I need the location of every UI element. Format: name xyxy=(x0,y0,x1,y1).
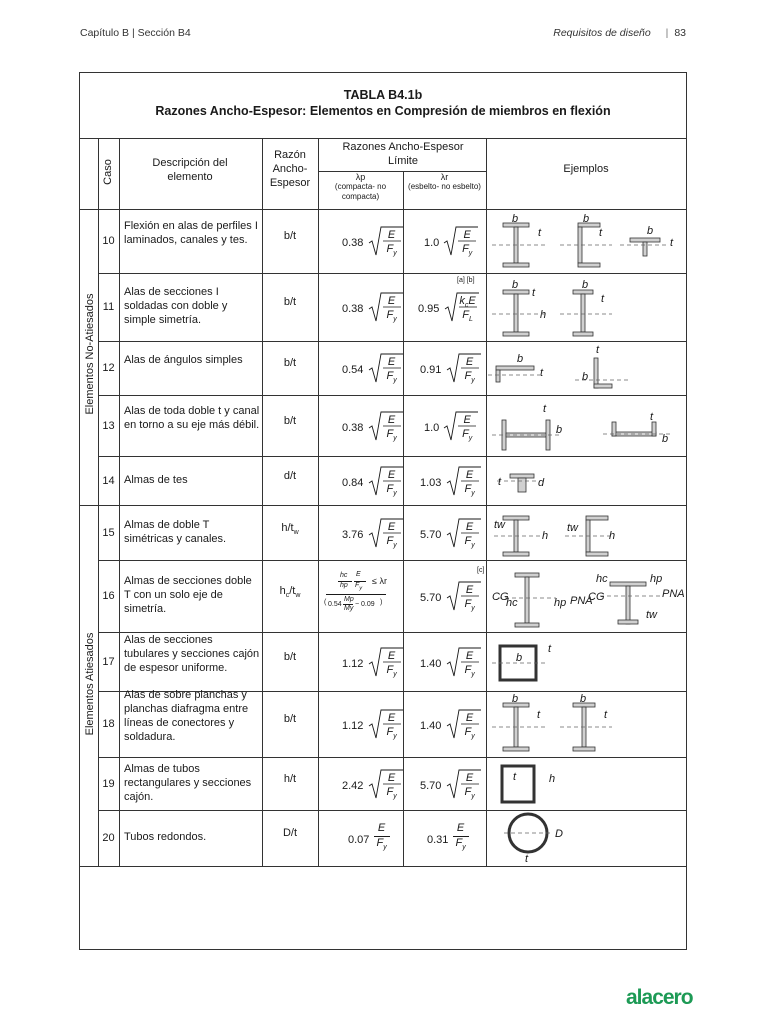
dimension-label: t xyxy=(650,411,654,423)
section-shape xyxy=(496,366,534,370)
dimension-label: b xyxy=(647,225,654,237)
caso-number: 14 xyxy=(102,474,115,487)
header-descripcion: Descripción del elemento xyxy=(152,157,228,183)
dimension-label: d xyxy=(538,477,545,489)
caso-number: 15 xyxy=(102,526,115,539)
row-description: Alas de toda doble t y canal en torno a su eje más débil. xyxy=(124,404,260,431)
row-description: Alas de secciones tubulares y secciones cajón de espesor uniforme. xyxy=(124,633,260,674)
caso-number: 12 xyxy=(102,362,115,374)
row-description: Alas de secciones I soldadas con doble y simple simetría. xyxy=(124,286,228,326)
row-ratio: b/t xyxy=(283,230,297,242)
row-description: Almas de doble T simétricas y canales. xyxy=(124,518,227,545)
dimension-label: t xyxy=(537,709,541,721)
alacero-logo: alacero xyxy=(626,986,693,1009)
lambda-p-symbol: λp xyxy=(355,172,366,182)
caso-number: 11 xyxy=(102,301,115,313)
row-description: Tubos redondos. xyxy=(124,831,207,843)
dimension-label: h xyxy=(609,530,616,542)
section-shape xyxy=(626,586,630,624)
dimension-label: hp xyxy=(650,573,663,585)
note-c: [c] xyxy=(477,567,485,574)
header-ejemplos: Ejemplos xyxy=(563,163,609,175)
row-description: Alas de sobre planchas y planchas diafragma entre líneas de conectores y soldadura. xyxy=(124,689,249,743)
header-separator: | xyxy=(665,27,669,39)
section-shape xyxy=(578,263,600,267)
running-header-chapter: Capítulo B | Sección B4 xyxy=(80,27,191,39)
caso-number: 17 xyxy=(102,655,115,668)
dimension-label: b xyxy=(517,353,524,365)
section-shape xyxy=(586,552,608,556)
section-shape xyxy=(525,577,529,623)
section-shape xyxy=(610,582,646,586)
dimension-label: t xyxy=(596,344,600,356)
section-shape xyxy=(518,478,526,492)
header-caso: Caso xyxy=(102,159,114,185)
section-shape xyxy=(515,623,539,627)
section-shape xyxy=(643,242,647,256)
caso-number: 10 xyxy=(102,235,115,247)
dimension-label: t xyxy=(525,853,529,865)
dimension-label: b xyxy=(582,371,589,383)
caso-number: 19 xyxy=(102,777,115,790)
dimension-label: hp xyxy=(554,597,567,609)
section-shape xyxy=(594,358,598,388)
dimension-label: b xyxy=(512,279,519,291)
dimension-label: t xyxy=(532,287,536,299)
dimension-label: b xyxy=(580,693,587,705)
dimension-label: b xyxy=(662,433,669,445)
dimension-label: b xyxy=(512,693,519,705)
dimension-label: b xyxy=(556,424,563,436)
row-description: Almas de secciones doble T con un solo eje de simetría. xyxy=(124,575,252,615)
section-shape xyxy=(496,370,500,382)
section-shape xyxy=(630,238,660,242)
section-shape xyxy=(510,474,534,478)
dimension-label: tw xyxy=(567,522,578,534)
dimension-label: b xyxy=(583,213,590,225)
note-ab: [a] [b] xyxy=(457,277,475,284)
section-shape xyxy=(514,294,518,332)
section-shape xyxy=(503,516,529,520)
section-shape xyxy=(573,332,593,336)
dimension-label: t xyxy=(548,643,552,655)
box-shape xyxy=(502,766,534,802)
dimension-label: t xyxy=(670,237,674,249)
dimension-label: t xyxy=(498,476,502,488)
caso-number: 18 xyxy=(102,718,115,730)
section-shape xyxy=(506,433,546,437)
lambda-r-note: (esbelto- no esbelto) xyxy=(408,182,481,191)
running-header-section: Requisitos de diseño xyxy=(553,27,651,39)
dimension-label: t xyxy=(601,293,605,305)
header-razon: Razón Ancho- Espesor xyxy=(269,149,311,189)
row-ratio: b/t xyxy=(283,650,297,663)
dimension-label: b xyxy=(582,279,589,291)
section-shape xyxy=(503,263,529,267)
dimension-label: t xyxy=(538,227,542,239)
dimension-label: h xyxy=(542,530,549,542)
section-shape xyxy=(573,747,595,751)
row-description: Almas de tes xyxy=(124,473,188,486)
row-ratio: b/t xyxy=(283,414,297,427)
group-no-atiesados: Elementos No-Atiesados xyxy=(84,293,96,415)
table-subtitle: Razones Ancho-Espesor: Elementos en Compresión de miembros en flexión xyxy=(155,104,611,118)
label-cg: CG xyxy=(588,591,605,603)
dimension-label: h xyxy=(549,773,556,785)
label-cg: CG xyxy=(492,591,509,603)
table-title-main: TABLA B4.1b xyxy=(343,88,423,102)
caso-number: 13 xyxy=(102,419,115,432)
dimension-label: tw xyxy=(646,609,657,621)
row-ratio: b/t xyxy=(283,357,297,369)
row-ratio: $h/t_w$ xyxy=(281,521,299,536)
section-shape xyxy=(503,747,529,751)
dimension-label: t xyxy=(604,709,608,721)
dimension-label: t xyxy=(540,367,544,379)
header-limite: Razones Ancho-Espesor Límite xyxy=(342,141,464,167)
row-ratio: b/t xyxy=(283,296,297,308)
dimension-label: hc xyxy=(506,597,518,609)
dimension-label: hc xyxy=(596,573,608,585)
lambda-p-note: (compacta- no compacta) xyxy=(334,182,387,201)
dimension-label: t xyxy=(599,227,603,239)
section-shape xyxy=(586,516,608,520)
row-ratio: $h_c/t_w$ xyxy=(279,585,301,600)
section-shape xyxy=(503,332,529,336)
lambda-r-symbol: λr xyxy=(440,172,449,182)
page-number: 83 xyxy=(674,27,686,39)
row-ratio: d/t xyxy=(283,469,297,482)
row-description: Flexión en alas de perfiles I laminados, canales y tes. xyxy=(124,220,258,246)
row-ratio: D/t xyxy=(282,827,298,839)
label-pna: PNA xyxy=(662,588,685,600)
caso-number: 16 xyxy=(102,590,115,602)
dimension-label: b xyxy=(516,652,523,664)
row-ratio: h/t xyxy=(283,772,297,785)
section-shape xyxy=(581,294,585,332)
row-description: Almas de tubos rectangulares y secciones cajón. xyxy=(124,762,252,803)
group-atiesados: Elementos Atiesados xyxy=(84,632,96,736)
section-shape xyxy=(594,384,612,388)
row-description: Alas de ángulos simples xyxy=(124,354,243,366)
dimension-label: t xyxy=(513,771,517,783)
dimension-label: t xyxy=(543,403,547,415)
caso-number: 20 xyxy=(102,832,115,844)
section-shape xyxy=(618,620,638,624)
dimension-label: D xyxy=(555,828,563,840)
dimension-label: h xyxy=(540,309,547,321)
label-pna: PNA xyxy=(570,595,593,607)
lambda-p-formula-case16: hc hp E $F_y$ ≤ λr ( 0.54 Mp My − 0.09 ) xyxy=(324,571,387,612)
dimension-label: b xyxy=(512,213,519,225)
section-shape xyxy=(503,552,529,556)
dimension-label: tw xyxy=(494,519,505,531)
row-ratio: b/t xyxy=(283,713,297,725)
section-shape xyxy=(515,573,539,577)
